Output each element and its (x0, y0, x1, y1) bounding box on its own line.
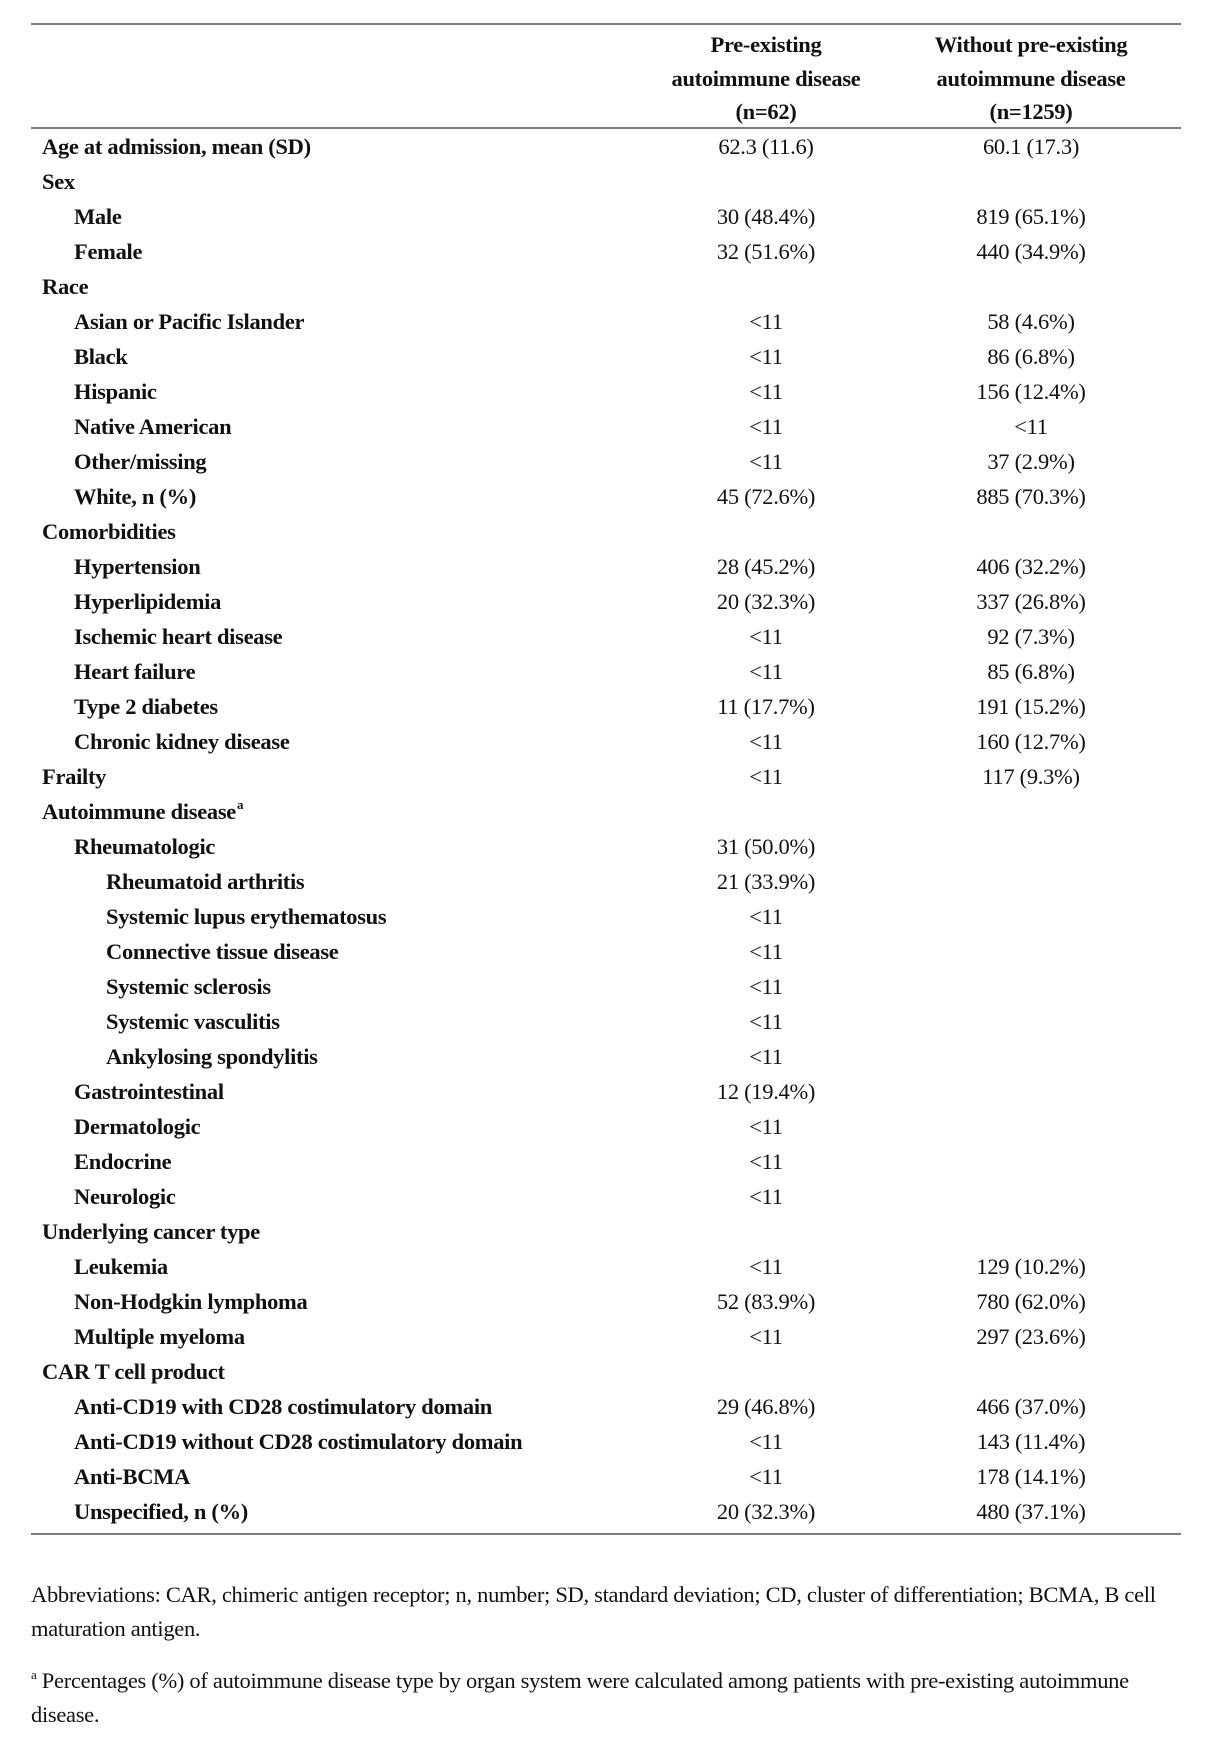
footnote-text: Percentages (%) of autoimmune disease type by organ system were calculated among patients with pre-existing autoimmune disease. (31, 1668, 1129, 1727)
cell-pre-existing: 11 (17.7%) (717, 694, 815, 719)
row-label-text: Hypertension (74, 554, 201, 579)
cell-pre-existing: <11 (749, 1114, 783, 1139)
row-label (106, 1039, 318, 1074)
row-label (74, 584, 221, 619)
row-label-text: Ankylosing spondylitis (106, 1044, 318, 1069)
row-label (42, 269, 88, 304)
cell-without-pre-existing: 92 (7.3%) (987, 624, 1075, 649)
cell-pre-existing: <11 (749, 1184, 783, 1209)
cell-without-pre-existing: 440 (34.9%) (976, 239, 1086, 264)
cell-pre-existing: <11 (749, 1149, 783, 1174)
cell-pre-existing: <11 (749, 414, 783, 439)
row-label (74, 1284, 307, 1319)
row-label (42, 129, 311, 164)
row-label-text: Systemic vasculitis (106, 1009, 280, 1034)
row-label-text: Connective tissue disease (106, 939, 339, 964)
cell-without-pre-existing: 86 (6.8%) (987, 344, 1075, 369)
row-label (74, 444, 206, 479)
row-label (74, 1144, 171, 1179)
row-label (42, 514, 176, 549)
cell-without-pre-existing: 160 (12.7%) (976, 729, 1086, 754)
row-label-text: Neurologic (74, 1184, 176, 1209)
row-label (74, 1494, 248, 1529)
row-label (106, 934, 339, 969)
row-label-text: White, n (%) (74, 484, 197, 509)
table-header (31, 25, 1181, 127)
table-row (31, 269, 1181, 304)
cell-pre-existing: <11 (749, 379, 783, 404)
table-row (31, 1144, 1181, 1179)
header-line: (n=1259) (989, 99, 1073, 124)
row-label (74, 689, 218, 724)
row-label-text: Male (74, 204, 122, 229)
row-label-text: Systemic lupus erythematosus (106, 904, 387, 929)
cell-pre-existing: 45 (72.6%) (716, 484, 816, 509)
table-row (31, 1354, 1181, 1389)
table-row (31, 409, 1181, 444)
cell-without-pre-existing: 819 (65.1%) (976, 204, 1086, 229)
table-row (31, 724, 1181, 759)
row-label-text: Systemic sclerosis (106, 974, 271, 999)
bottom-rule (31, 1533, 1181, 1535)
table-row (31, 969, 1181, 1004)
row-label (106, 899, 386, 934)
row-label (74, 374, 157, 409)
table-row (31, 444, 1181, 479)
row-label (74, 1319, 245, 1354)
table-row (31, 164, 1181, 199)
cell-without-pre-existing: 37 (2.9%) (987, 449, 1075, 474)
table-row (31, 1249, 1181, 1284)
cell-without-pre-existing: <11 (1014, 414, 1048, 439)
footnote-marker: a (31, 1667, 37, 1682)
table-row (31, 1004, 1181, 1039)
row-label (42, 1214, 260, 1249)
cell-without-pre-existing: 156 (12.4%) (976, 379, 1086, 404)
row-label-text: Rheumatoid arthritis (106, 869, 305, 894)
cell-without-pre-existing: 297 (23.6%) (976, 1324, 1086, 1349)
table-row (31, 794, 1181, 829)
cell-without-pre-existing: 780 (62.0%) (976, 1289, 1086, 1314)
row-label (74, 1179, 176, 1214)
row-label-text: Anti-CD19 without CD28 costimulatory domain (74, 1429, 523, 1454)
row-label-text: Heart failure (74, 659, 196, 684)
table-row (31, 864, 1181, 899)
cell-without-pre-existing: 191 (15.2%) (976, 694, 1086, 719)
cell-pre-existing: <11 (749, 974, 783, 999)
table-row (31, 1284, 1181, 1319)
row-label-text: Sex (42, 169, 75, 194)
cell-pre-existing: 20 (32.3%) (716, 589, 816, 614)
row-label (42, 794, 243, 829)
header-line: (n=62) (735, 99, 797, 124)
row-label-text: Female (74, 239, 143, 264)
cell-pre-existing: 29 (46.8%) (716, 1394, 816, 1419)
row-label-text: Asian or Pacific Islander (74, 309, 305, 334)
row-label (42, 759, 106, 794)
table-row (31, 829, 1181, 864)
row-label (74, 234, 142, 269)
row-label (74, 409, 231, 444)
table-notes (31, 1578, 1181, 1750)
cell-without-pre-existing: 117 (9.3%) (982, 764, 1080, 789)
row-label (74, 199, 122, 234)
row-label (74, 654, 195, 689)
table-row (31, 619, 1181, 654)
table-row (31, 689, 1181, 724)
cell-pre-existing: 62.3 (11.6) (718, 134, 814, 159)
cell-without-pre-existing: 178 (14.1%) (976, 1464, 1086, 1489)
cell-pre-existing: <11 (749, 729, 783, 754)
cell-pre-existing: <11 (749, 1009, 783, 1034)
table-row (31, 199, 1181, 234)
row-label-text: Chronic kidney disease (74, 729, 290, 754)
row-label (74, 1109, 200, 1144)
cell-without-pre-existing: 85 (6.8%) (987, 659, 1075, 684)
cell-pre-existing: <11 (749, 1044, 783, 1069)
table-row (31, 899, 1181, 934)
row-label (42, 164, 75, 199)
row-label-text: Race (42, 274, 89, 299)
table-row (31, 1214, 1181, 1249)
table-row (31, 129, 1181, 164)
row-label-text: Autoimmune disease (42, 799, 236, 824)
cell-pre-existing: <11 (749, 764, 783, 789)
row-label-text: Dermatologic (74, 1114, 201, 1139)
row-label (74, 1389, 492, 1424)
row-label (106, 864, 304, 899)
row-label-text: Age at admission, mean (SD) (42, 134, 311, 159)
cell-pre-existing: 32 (51.6%) (716, 239, 816, 264)
row-label-text: Multiple myeloma (74, 1324, 245, 1349)
row-label (74, 339, 128, 374)
row-label (106, 969, 271, 1004)
row-label-text: Type 2 diabetes (74, 694, 218, 719)
row-label (42, 1354, 225, 1389)
cell-pre-existing: <11 (749, 1324, 783, 1349)
table-row (31, 584, 1181, 619)
table-row (31, 1179, 1181, 1214)
row-label (74, 1249, 168, 1284)
table-row (31, 934, 1181, 969)
table-row (31, 759, 1181, 794)
table-row (31, 304, 1181, 339)
row-label-text: Hispanic (74, 379, 157, 404)
cell-pre-existing: 28 (45.2%) (716, 554, 816, 579)
row-label-text: Ischemic heart disease (74, 624, 283, 649)
cell-pre-existing: <11 (749, 939, 783, 964)
row-label (74, 829, 215, 864)
row-label-text: Non-Hodgkin lymphoma (74, 1289, 308, 1314)
table-row (31, 1109, 1181, 1144)
row-label (74, 479, 196, 514)
abbreviations-note: Abbreviations: CAR, chimeric antigen receptor; n, number; SD, standard deviation; CD, cluster of differentiation; BCMA, B cell maturation antigen. (31, 1582, 1156, 1641)
row-label (74, 304, 304, 339)
header-line: Pre-existing (710, 32, 822, 57)
row-label-text: CAR T cell product (42, 1359, 225, 1384)
footnote-marker: a (236, 797, 244, 812)
cell-without-pre-existing: 885 (70.3%) (976, 484, 1086, 509)
table-row (31, 549, 1181, 584)
row-label-text: Comorbidities (42, 519, 176, 544)
footnote-a (31, 1664, 1181, 1732)
row-label-text: Frailty (42, 764, 107, 789)
row-label-text: Endocrine (74, 1149, 172, 1174)
header-line: Without pre-existing (934, 32, 1128, 57)
cell-pre-existing: <11 (749, 624, 783, 649)
cell-pre-existing: 52 (83.9%) (716, 1289, 816, 1314)
cell-pre-existing: 30 (48.4%) (716, 204, 816, 229)
row-label-text: Hyperlipidemia (74, 589, 222, 614)
row-label-text: Underlying cancer type (42, 1219, 260, 1244)
cell-without-pre-existing: 60.1 (17.3) (982, 134, 1080, 159)
table-row (31, 1424, 1181, 1459)
table-row (31, 1039, 1181, 1074)
row-label-text: Unspecified, n (%) (74, 1499, 248, 1524)
row-label-text: Leukemia (74, 1254, 168, 1279)
cell-without-pre-existing: 337 (26.8%) (976, 589, 1086, 614)
cell-pre-existing: <11 (749, 1254, 783, 1279)
cell-without-pre-existing: 480 (37.1%) (976, 1499, 1086, 1524)
table-row (31, 514, 1181, 549)
cell-without-pre-existing: 466 (37.0%) (976, 1394, 1086, 1419)
cell-pre-existing: <11 (749, 904, 783, 929)
row-label (74, 724, 290, 759)
cell-pre-existing: 21 (33.9%) (716, 869, 816, 894)
cell-pre-existing: 12 (19.4%) (716, 1079, 816, 1104)
cell-pre-existing: 31 (50.0%) (716, 834, 816, 859)
row-label-text: Gastrointestinal (74, 1079, 224, 1104)
table-row (31, 1459, 1181, 1494)
baseline-characteristics-table (31, 23, 1181, 1535)
cell-without-pre-existing: 129 (10.2%) (976, 1254, 1086, 1279)
row-label (106, 1004, 280, 1039)
row-label-text: Native American (74, 414, 232, 439)
cell-without-pre-existing: 406 (32.2%) (976, 554, 1086, 579)
table-row (31, 654, 1181, 689)
header-line: autoimmune disease (671, 65, 861, 91)
cell-pre-existing: <11 (749, 659, 783, 684)
table-body (31, 129, 1181, 1533)
cell-pre-existing: <11 (749, 309, 783, 334)
row-label (74, 1459, 190, 1494)
table-row (31, 374, 1181, 409)
row-label-text: Other/missing (74, 449, 207, 474)
table-row (31, 1319, 1181, 1354)
table-row (31, 234, 1181, 269)
row-label (74, 1424, 522, 1459)
row-label (74, 619, 282, 654)
table-row (31, 339, 1181, 374)
cell-without-pre-existing: 143 (11.4%) (976, 1429, 1086, 1454)
table-row (31, 1074, 1181, 1109)
row-label-text: Rheumatologic (74, 834, 216, 859)
table-row (31, 1494, 1181, 1529)
cell-pre-existing: <11 (749, 449, 783, 474)
cell-without-pre-existing: 58 (4.6%) (987, 309, 1075, 334)
row-label (74, 549, 200, 584)
cell-pre-existing: <11 (749, 1429, 783, 1454)
cell-pre-existing: <11 (749, 1464, 783, 1489)
column-header-without-pre-existing (911, 28, 1151, 129)
row-label-text: Anti-BCMA (74, 1464, 191, 1489)
table-row (31, 479, 1181, 514)
header-line: autoimmune disease (936, 65, 1126, 91)
cell-pre-existing: 20 (32.3%) (716, 1499, 816, 1524)
row-label-text: Black (74, 344, 128, 369)
row-label-text: Anti-CD19 with CD28 costimulatory domain (74, 1394, 492, 1419)
row-label (74, 1074, 224, 1109)
cell-pre-existing: <11 (749, 344, 783, 369)
table-row (31, 1389, 1181, 1424)
column-header-pre-existing (649, 28, 883, 129)
